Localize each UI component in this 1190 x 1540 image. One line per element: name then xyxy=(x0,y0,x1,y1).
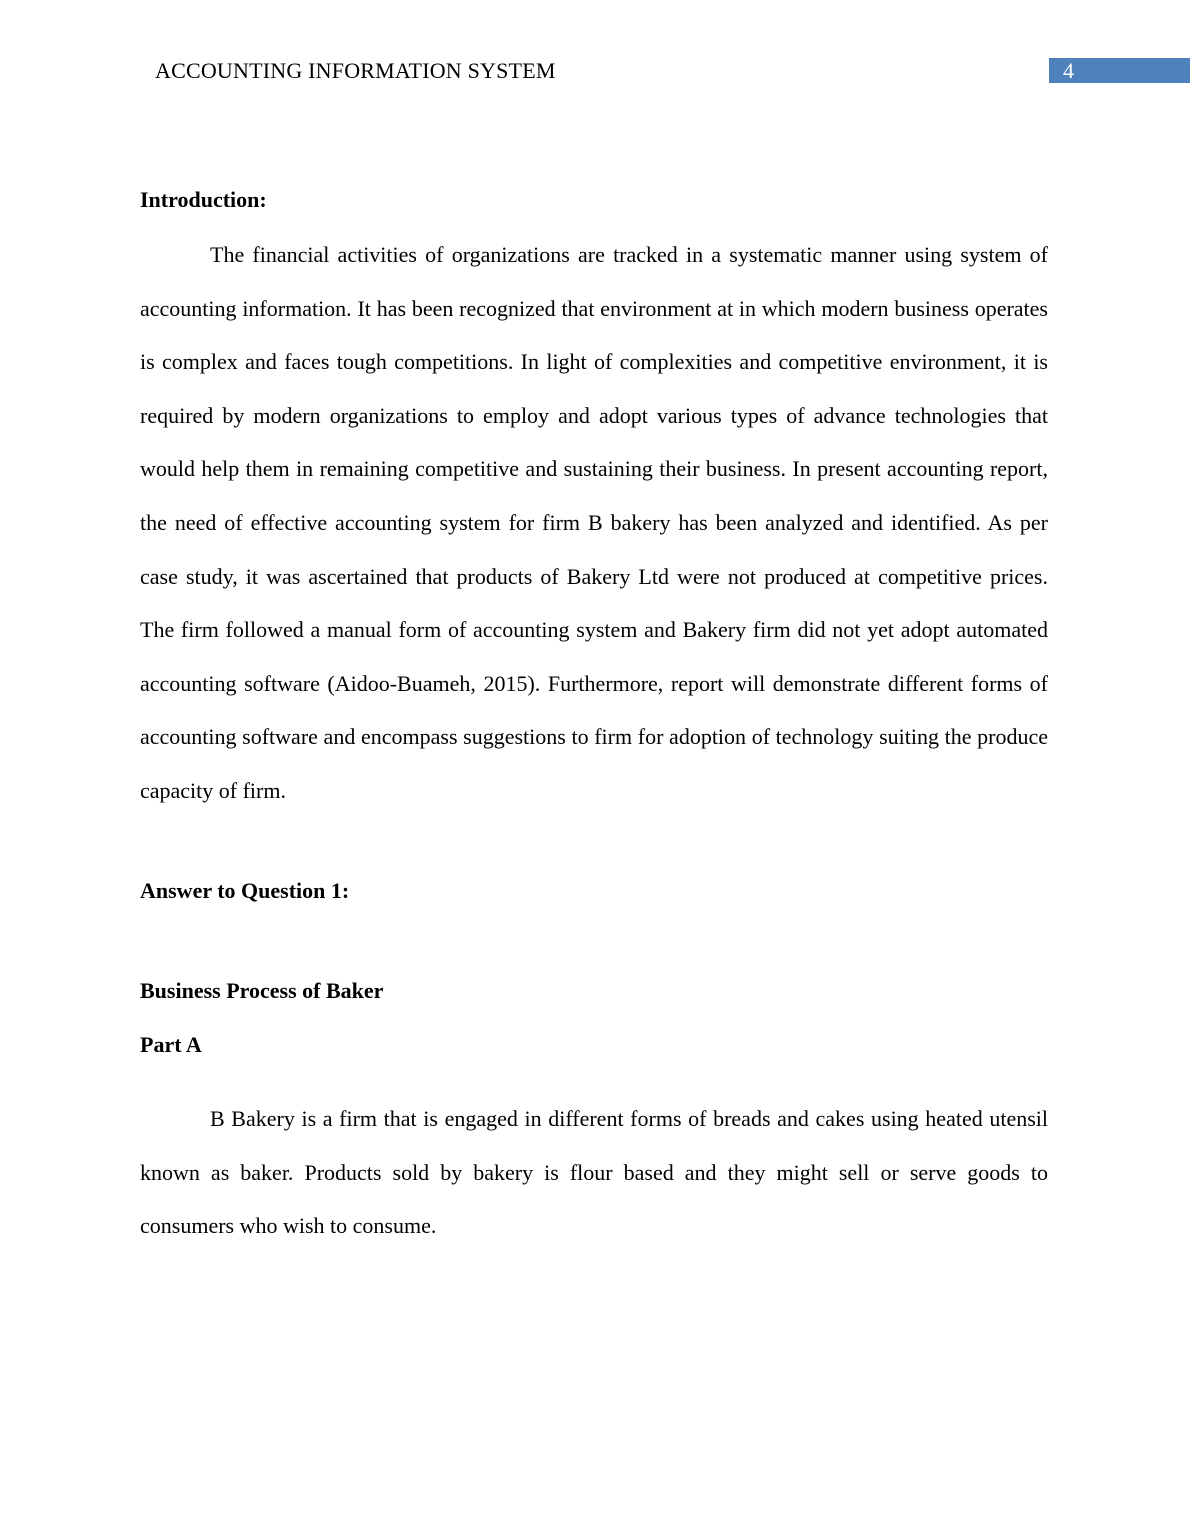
introduction-paragraph: The financial activities of organizations are tracked in a systematic manner using system of accounting information. It has been recognized that environment at in which modern business operates is complex and faces tough competitions. In light of complexities and competitive environment, it is required by modern organizations to employ and adopt various types of advance technologies that would help them in remaining competitive and sustaining their business. In present accounting report, the need of effective accounting system for firm B bakery has been analyzed and identified. As per case study, it was ascertained that products of Bakery Ltd were not produced at competitive prices. The firm followed a manual form of accounting system and Bakery firm did not yet adopt automated accounting software (Aidoo-Buameh, 2015). Furthermore, report will demonstrate different forms of accounting software and encompass suggestions to firm for adoption of technology suiting the produce capacity of firm. xyxy=(140,242,1048,803)
introduction-heading: Introduction: xyxy=(140,187,267,212)
part-a-heading: Part A xyxy=(140,1032,202,1057)
part-a-paragraph: B Bakery is a firm that is engaged in different forms of breads and cakes using heated utensil known as baker. Products sold by bakery is flour based and they might sell or serve goods to consumers who wish to consume. xyxy=(140,1106,1048,1239)
question-1-heading: Answer to Question 1: xyxy=(140,878,350,903)
page-number: 4 xyxy=(1049,58,1190,83)
business-process-heading: Business Process of Baker xyxy=(140,978,384,1003)
running-title: ACCOUNTING INFORMATION SYSTEM xyxy=(155,58,556,83)
